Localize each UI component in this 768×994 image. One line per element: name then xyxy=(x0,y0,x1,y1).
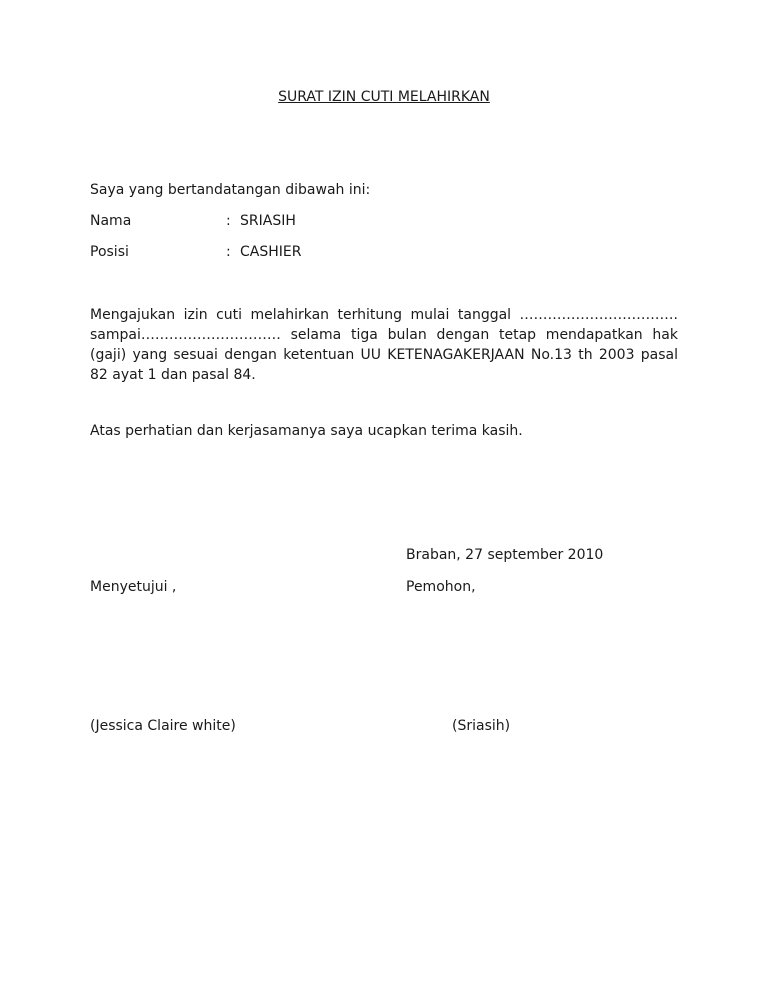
field-value-name: SRIASIH xyxy=(240,213,296,229)
field-label-position: Posisi xyxy=(90,244,129,260)
field-label-name: Nama xyxy=(90,213,132,229)
intro-text: Saya yang bertandatangan dibawah ini: xyxy=(90,182,371,198)
field-value-position: CASHIER xyxy=(240,244,302,260)
field-separator: : xyxy=(226,213,231,229)
field-separator: : xyxy=(226,244,231,260)
applicant-label: Pemohon, xyxy=(406,579,476,595)
place-date: Braban, 27 september 2010 xyxy=(406,547,604,563)
approver-label: Menyetujui , xyxy=(90,579,177,595)
closing-text: Atas perhatian dan kerjasamanya saya ucapkan terima kasih. xyxy=(90,423,523,439)
body-paragraph: Mengajukan izin cuti melahirkan terhitung mulai tanggal ……………………………. sampai………………………… selama tiga bulan dengan tetap mendapatkan hak (gaji) yang sesuai dengan ketentuan UU KETENAGAKERJAAN No.13 th 2003 pasal 82 ayat 1 dan pasal 84. xyxy=(90,307,678,383)
approver-name: (Jessica Claire white) xyxy=(90,718,236,734)
letter-title: SURAT IZIN CUTI MELAHIRKAN xyxy=(278,89,490,105)
applicant-name: (Sriasih) xyxy=(452,718,511,734)
